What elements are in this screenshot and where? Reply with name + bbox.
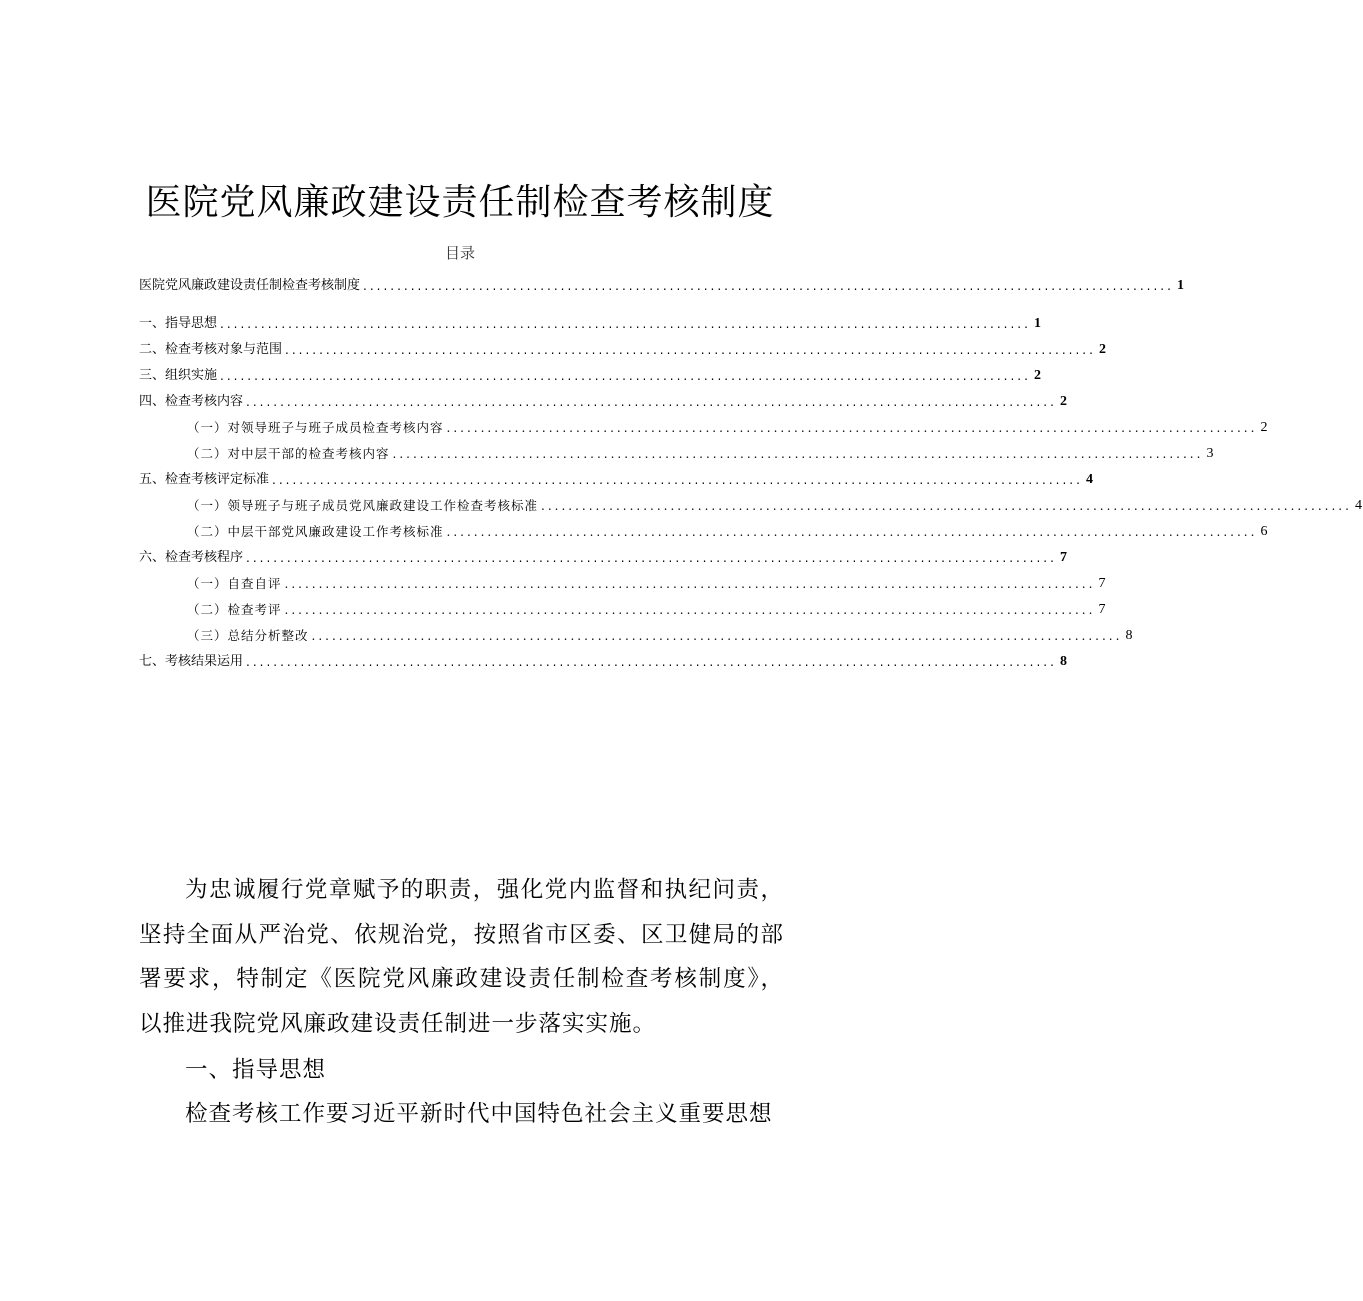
toc-entry-page: 6 <box>1260 524 1269 539</box>
toc-entry-page: 3 <box>1206 446 1215 461</box>
toc-entry-label: 七、考核结果运用 <box>139 654 244 669</box>
toc-entry-page: 1 <box>1033 316 1041 331</box>
toc-entry-label: （二）中层干部党风廉政建设工作考核标准 <box>187 524 444 539</box>
toc-entry-page: 2 <box>1059 394 1067 409</box>
toc-entry-label: （三）总结分析整改 <box>187 628 309 643</box>
toc-entry[interactable] <box>139 392 1067 412</box>
toc-entry-label: 四、检查考核内容 <box>139 394 244 409</box>
section-paragraph: 检查考核工作要习近平新时代中国特色社会主义重要思想 <box>185 1101 773 1127</box>
toc-entry[interactable] <box>139 340 1106 360</box>
toc-leader-dots: ....................................................................................................................... <box>220 369 1031 383</box>
toc-leader-dots: ....................................................................................................................... <box>246 395 1057 409</box>
toc-entry-label: （一）对领导班子与班子成员检查考核内容 <box>187 420 444 435</box>
toc-entry-page: 7 <box>1098 602 1107 617</box>
toc-entry-page: 8 <box>1059 654 1067 669</box>
toc-entry-page: 2 <box>1260 420 1269 435</box>
toc-leader-dots: ....................................................................................................................... <box>220 317 1031 331</box>
toc-entry-label: （一）自查自评 <box>187 576 282 591</box>
toc-leader-dots: ....................................................................................................................... <box>363 279 1174 293</box>
toc-entry[interactable] <box>187 496 1363 516</box>
toc-entry[interactable] <box>139 366 1041 386</box>
toc-leader-dots: ....................................................................................................................... <box>392 447 1204 461</box>
toc-entry[interactable] <box>139 548 1067 568</box>
toc-entry[interactable] <box>139 652 1067 672</box>
toc-leader-dots: ....................................................................................................................... <box>272 473 1083 487</box>
toc-entry-label: 一、指导思想 <box>139 316 218 331</box>
toc-entry-page: 2 <box>1098 342 1106 357</box>
toc-entry[interactable] <box>187 444 1215 464</box>
toc-entry[interactable] <box>187 418 1269 438</box>
toc-entry-label: 医院党风廉政建设责任制检查考核制度 <box>139 278 361 293</box>
toc-entry-page: 7 <box>1098 576 1107 591</box>
toc-entry[interactable] <box>187 600 1107 620</box>
toc-entry-page: 1 <box>1176 278 1184 293</box>
toc-entry[interactable] <box>187 522 1269 542</box>
section-heading: 一、指导思想 <box>185 1057 327 1083</box>
toc-entry-label: 六、检查考核程序 <box>139 550 244 565</box>
document-title: 医院党风廉政建设责任制检查考核制度 <box>145 182 775 224</box>
toc-entry[interactable] <box>187 574 1107 594</box>
toc-leader-dots: ....................................................................................................................... <box>541 499 1352 513</box>
toc-entry-page: 7 <box>1059 550 1067 565</box>
toc-entry[interactable] <box>187 626 1134 646</box>
toc-entry[interactable] <box>139 314 1041 334</box>
toc-leader-dots: ....................................................................................................................... <box>246 551 1057 565</box>
toc-entry-label: （二）检查考评 <box>187 602 282 617</box>
toc-leader-dots: ....................................................................................................................... <box>284 577 1096 591</box>
toc-entry[interactable] <box>139 276 1184 296</box>
toc-entry-page: 2 <box>1033 368 1041 383</box>
toc-leader-dots: ....................................................................................................................... <box>284 603 1096 617</box>
toc-entry-label: 三、组织实施 <box>139 368 218 383</box>
toc-entry[interactable] <box>139 470 1093 490</box>
toc-leader-dots: ....................................................................................................................... <box>446 421 1258 435</box>
toc-entry-label: （二）对中层干部的检查考核内容 <box>187 446 390 461</box>
intro-paragraph: 为忠诚履行党章赋予的职责，强化党内监督和执纪问责，坚持全面从严治党、依规治党，按照省市区委、区卫健局的部署要求，特制定《医院党风廉政建设责任制检查考核制度》，以推进我院党风廉政建设责任制进一步落实实施。 <box>139 877 784 1037</box>
toc-entry-page: 4 <box>1354 498 1363 513</box>
toc-heading: 目录 <box>444 244 475 262</box>
toc-entry-label: 二、检查考核对象与范围 <box>139 342 283 357</box>
toc-entry-page: 8 <box>1125 628 1134 643</box>
toc-leader-dots: ....................................................................................................................... <box>446 525 1258 539</box>
toc-entry-page: 4 <box>1085 472 1093 487</box>
toc-entry-label: （一）领导班子与班子成员党风廉政建设工作检查考核标准 <box>187 498 539 513</box>
toc-leader-dots: ....................................................................................................................... <box>311 629 1123 643</box>
toc-leader-dots: ....................................................................................................................... <box>285 343 1096 357</box>
toc-entry-label: 五、检查考核评定标准 <box>139 472 270 487</box>
toc-leader-dots: ....................................................................................................................... <box>246 655 1057 669</box>
